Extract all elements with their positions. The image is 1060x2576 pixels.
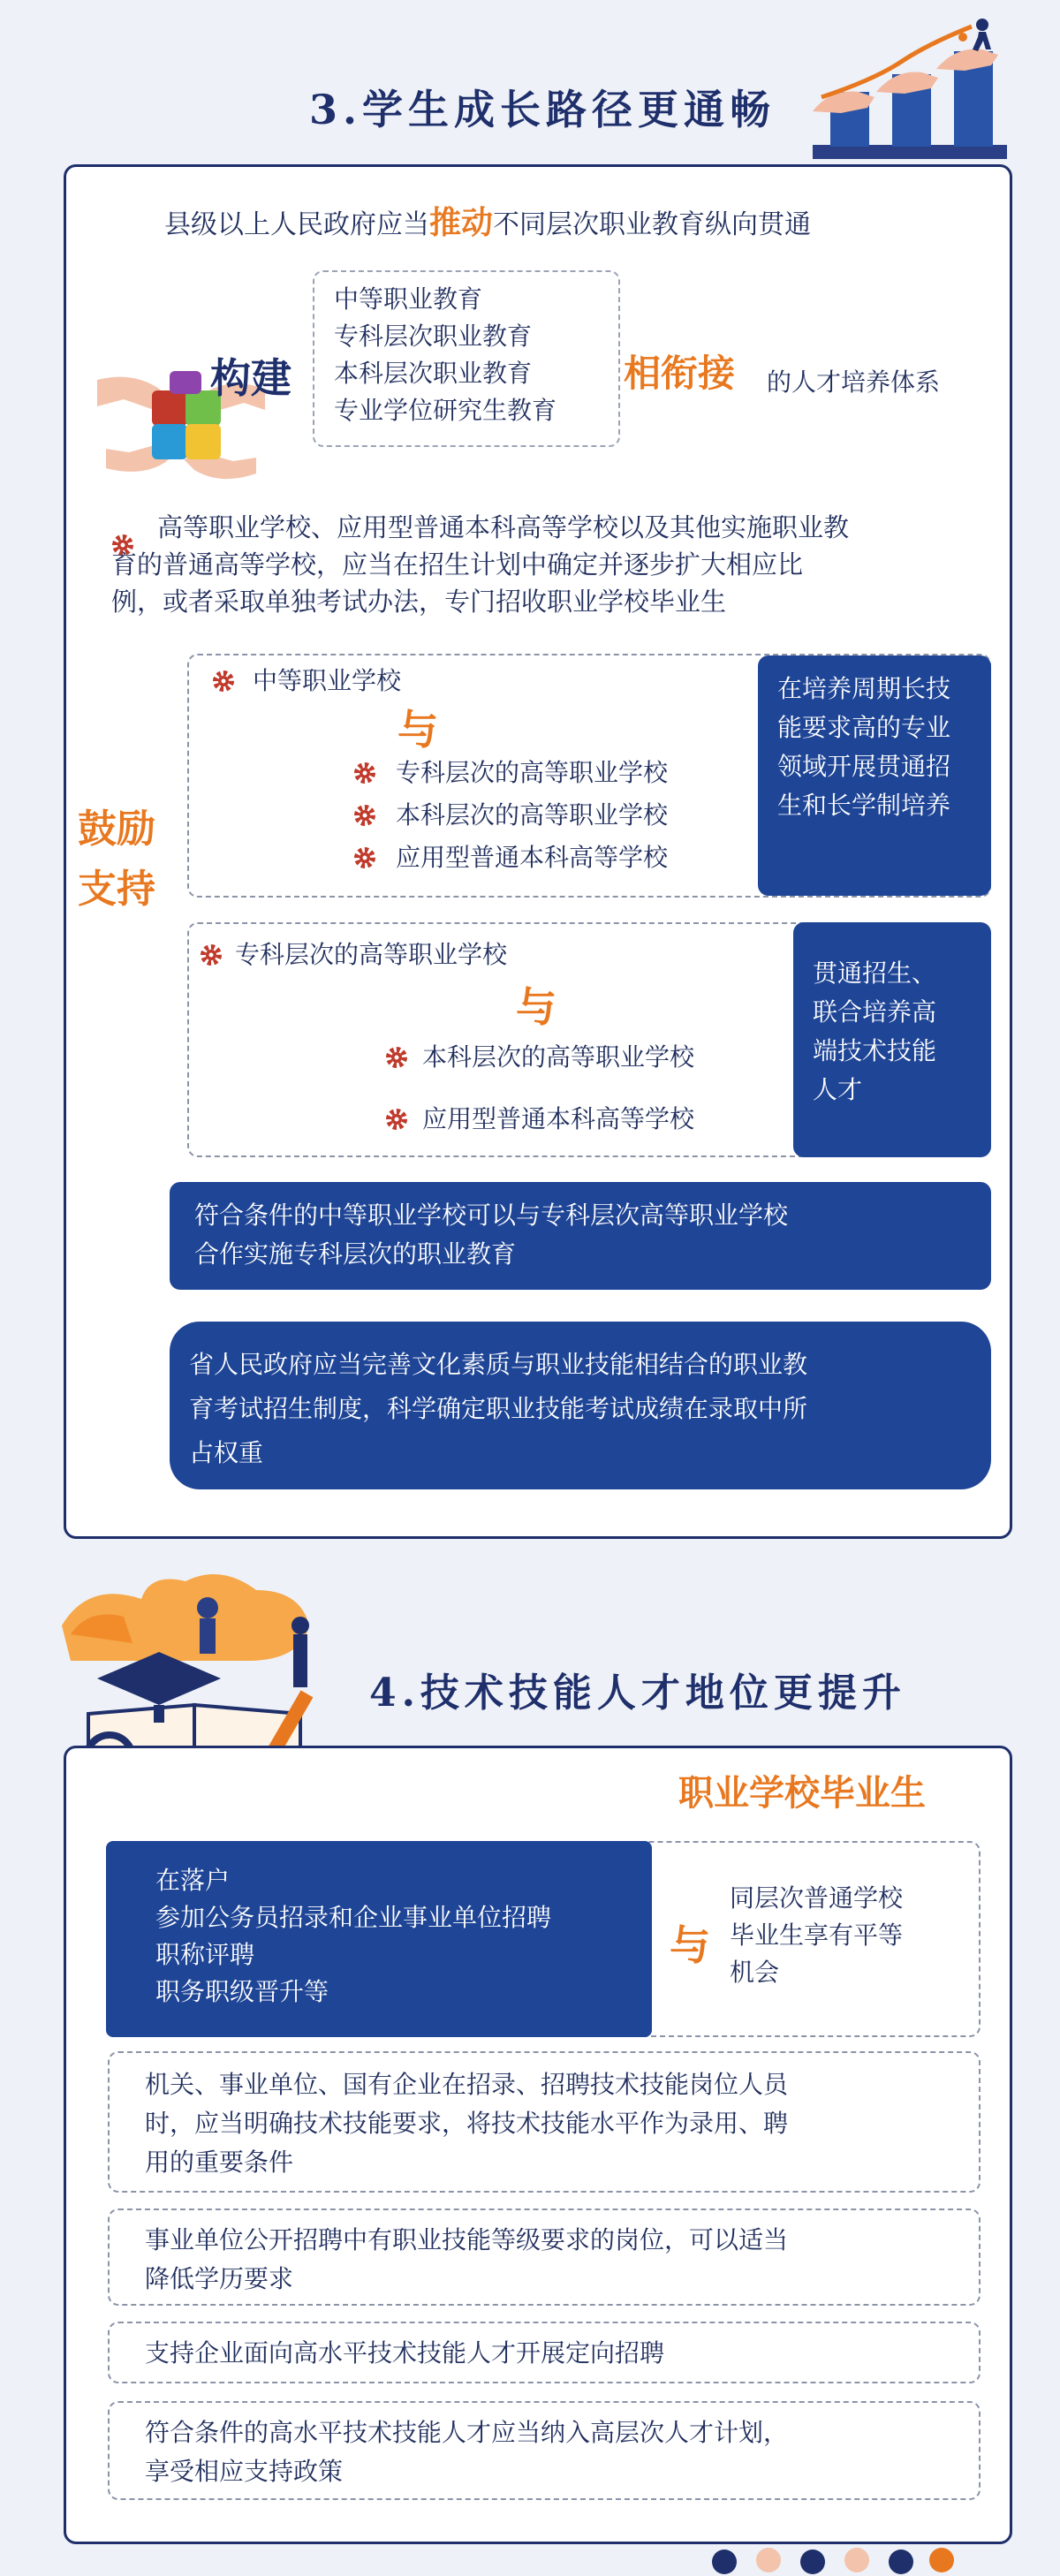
box-b-line: 省人民政府应当完善文化素质与职业技能相结合的职业教 <box>189 1350 808 1379</box>
gear-icon <box>353 846 376 869</box>
group1-note <box>758 655 991 896</box>
section3-intro <box>164 205 811 244</box>
bullet-line: 例，或者采取单独考试办法，专门招收职业学校毕业生 <box>111 587 727 617</box>
people-illustration <box>698 2544 963 2576</box>
encourage-label: 鼓励 <box>78 807 155 852</box>
intro-pre: 县级以上人民政府应当 <box>164 209 429 240</box>
bullet-line: 高等职业学校、应用型普通本科高等学校以及其他实施职业教 <box>157 512 850 542</box>
policy-row-line: 符合条件的高水平技术技能人才应当纳入高层次人才计划， <box>145 2418 789 2447</box>
box-b <box>170 1322 991 1489</box>
blue-list-item: 参加公务员招录和企业事业单位招聘 <box>155 1903 552 1932</box>
equal-line: 同层次普通学校 <box>730 1883 904 1913</box>
policy-row-line: 时，应当明确技术技能要求，将技术技能水平作为录用、聘 <box>145 2109 789 2138</box>
group1-head: 中等职业学校 <box>253 666 402 695</box>
policy-row-line: 降低学历要求 <box>145 2264 294 2293</box>
build-item: 专业学位研究生教育 <box>334 396 557 425</box>
box-a-line: 符合条件的中等职业学校可以与专科层次高等职业学校 <box>194 1201 789 1230</box>
policy-row <box>108 2401 980 2500</box>
gear-icon <box>212 670 235 693</box>
with-symbol: 与 <box>398 706 438 754</box>
build-suffix: 的人才培养体系 <box>767 367 941 397</box>
blue-list-item: 职称评聘 <box>155 1940 255 1969</box>
stairs-hands-illustration <box>795 12 1025 163</box>
policy-row-line: 用的重要条件 <box>145 2148 294 2177</box>
box-b-line: 育考试招生制度，科学确定职业技能考试成绩在录取中所 <box>189 1394 808 1423</box>
gear-icon <box>385 1046 408 1069</box>
build-label: 构建 <box>210 354 292 402</box>
policy-row-line: 机关、事业单位、国有企业在招录、招聘技术技能岗位人员 <box>145 2070 789 2099</box>
blue-list-item: 在落户 <box>155 1866 231 1895</box>
with-symbol: 与 <box>670 1921 710 1969</box>
policy-row <box>108 2051 980 2193</box>
blue-list-item: 职务职级晋升等 <box>155 1977 329 2006</box>
section4-subtitle: 职业学校毕业生 <box>678 1773 926 1814</box>
policy-row-line: 支持企业面向高水平技术技能人才开展定向招聘 <box>145 2338 665 2368</box>
group2-note-line: 贯通招生、 <box>813 958 937 988</box>
group1-item: 专科层次的高等职业学校 <box>396 758 669 787</box>
gear-icon <box>353 761 376 784</box>
group2-item: 应用型普通本科高等学校 <box>422 1104 695 1133</box>
policy-row-line: 事业单位公开招聘中有职业技能等级要求的岗位，可以适当 <box>145 2225 789 2254</box>
gear-icon <box>200 943 223 966</box>
build-item: 专科层次职业教育 <box>334 322 533 351</box>
equal-line: 毕业生享有平等 <box>730 1921 904 1950</box>
connect-label: 相衔接 <box>624 352 736 395</box>
group1-item: 应用型普通本科高等学校 <box>396 843 669 872</box>
intro-highlight: 推动 <box>429 205 494 241</box>
section4-blue-list <box>106 1841 652 2037</box>
build-item: 中等职业教育 <box>334 284 483 314</box>
puzzle-hands-illustration <box>97 318 265 495</box>
box-b-line: 占权重 <box>189 1438 264 1467</box>
group2-note-line: 人才 <box>813 1075 863 1104</box>
group2-item: 本科层次的高等职业学校 <box>422 1042 695 1072</box>
box-a-line: 合作实施专科层次的职业教育 <box>194 1239 517 1269</box>
equal-line: 机会 <box>730 1958 780 1987</box>
group2-head: 专科层次的高等职业学校 <box>235 940 508 969</box>
group1-note-line: 在培养周期长技 <box>777 674 951 703</box>
build-list-box <box>313 270 620 447</box>
group2-note <box>793 922 991 1157</box>
section3-title: 3.学生成长路径更通畅 <box>309 86 776 133</box>
group1-note-line: 领域开展贯通招 <box>777 752 951 781</box>
group2-note-line: 端技术技能 <box>813 1036 937 1065</box>
group1-note-line: 生和长学制培养 <box>777 791 951 820</box>
encourage-label: 支持 <box>78 867 155 912</box>
policy-row <box>108 2322 980 2383</box>
group1-item: 本科层次的高等职业学校 <box>396 800 669 830</box>
group2-note-line: 联合培养高 <box>813 997 937 1027</box>
with-symbol: 与 <box>516 983 556 1031</box>
gear-icon <box>385 1108 408 1131</box>
group1-note-line: 能要求高的专业 <box>777 713 951 742</box>
gear-icon <box>353 804 376 827</box>
policy-row <box>108 2209 980 2306</box>
intro-post: 不同层次职业教育纵向贯通 <box>493 209 812 240</box>
build-item: 本科层次职业教育 <box>334 359 533 388</box>
bullet-line: 育的普通高等学校，应当在招生计划中确定并逐步扩大相应比 <box>111 549 804 580</box>
section4-title: 4.技术技能人才地位更提升 <box>369 1671 906 1716</box>
policy-row-line: 享受相应支持政策 <box>145 2457 344 2486</box>
box-a <box>170 1182 991 1290</box>
